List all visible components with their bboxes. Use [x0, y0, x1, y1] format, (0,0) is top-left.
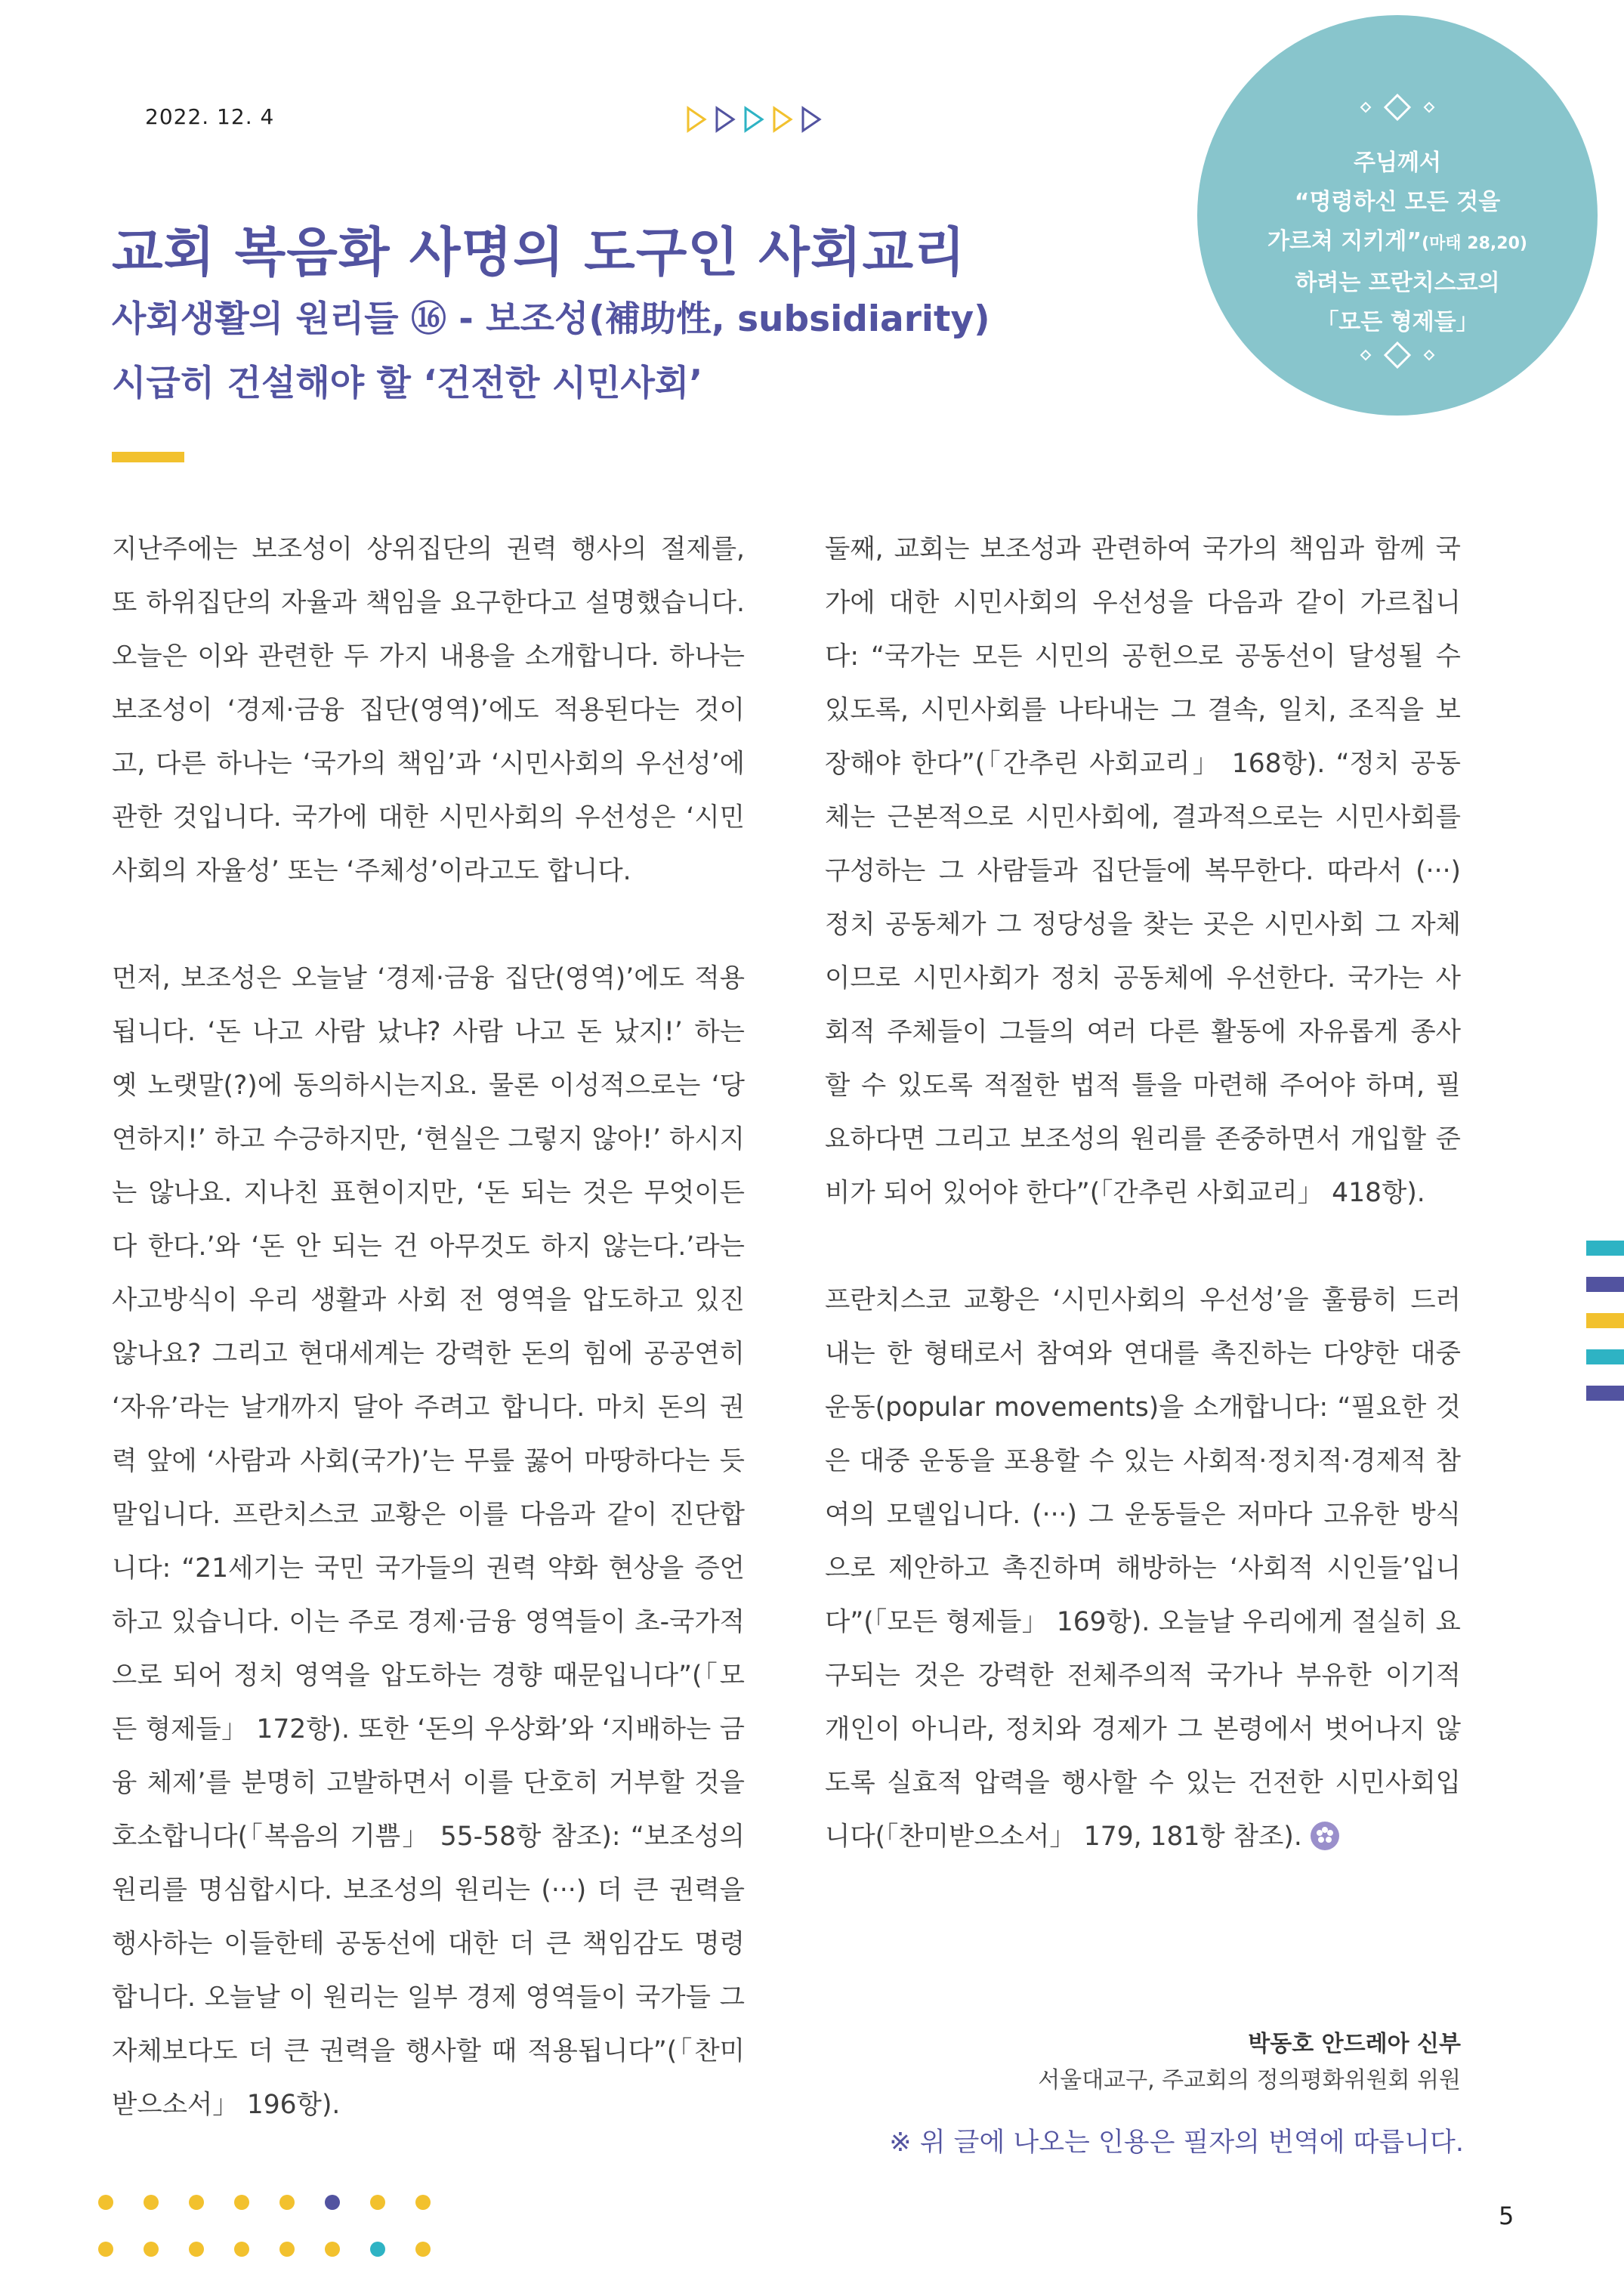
badge-line: 「모든 형제들」: [1316, 309, 1479, 335]
paragraph: 먼저, 보조성은 오늘날 ‘경제·금융 집단(영역)’에도 적용됩니다. ‘돈 나고 사람 났냐? 사람 나고 돈 났지!’ 하는 옛 노랫말(?)에 동의하시는지요. 물론 이성적으로는 ‘당연하지!’ 하고 수긍하지만, ‘현실은 그렇지 않아!’ 하시지는 않나요. 지나친 표현이지만, ‘돈 되는 것은 무엇이든 다 한다.’와 ‘돈 안 되는 건 아무것도 하지 않는다.’라는 사고방식이 우리 생활과 사회 전 영역을 압도하고 있진 않나요? 그리고 현대세계는 강력한 돈의 힘에 공공연히 ‘자유’라는 날개까지 달아 주려고 합니다. 마치 돈의 권력 앞에 ‘사람과 사회(국가)’는 무릎 꿇어 마땅하다는 듯 말입니다. 프란치스코 교황은 이를 다음과 같이 진단합니다: “21세기는 국민 국가들의 권력 약화 현상을 증언하고 있습니다. 이는 주로 경제·금융 영역들이 초-국가적으로 되어 정치 영역을 압도하는 경향 때문입니다”(「모든 형제들」 172항). 또한 ‘돈의 우상화’와 ‘지배하는 금융 체제’를 분명히 고발하면서 이를 단호히 거부할 것을 호소합니다(「복음의 기쁨」 55-58항 참조): “보조성의 원리를 명심합시다. 보조성의 원리는 (···) 더 큰 권력을 행사하는 이들한테 공동선에 대한 더 큰 책임감도 명령합니다. 오늘날 이 원리는 일부 경제 영역들이 국가들 그 자체보다도 더 큰 권력을 행사할 때 적용됩니다”(「찬미받으소서」 196항).: [112, 963, 745, 2120]
dot: [98, 2195, 113, 2210]
stripe: [1586, 1313, 1624, 1328]
page-number: 5: [1499, 2202, 1514, 2230]
triangle-icon: [715, 106, 736, 133]
author-position: 서울대교구, 주교회의 정의평화위원회 위원: [1038, 2067, 1461, 2094]
dot: [234, 2242, 249, 2257]
badge-line: 주님께서: [1354, 150, 1441, 176]
stripe: [1586, 1386, 1624, 1401]
dot: [98, 2242, 113, 2257]
right-column: [825, 523, 1461, 1864]
side-stripes: [1586, 1241, 1624, 1422]
dot: [325, 2242, 340, 2257]
paragraph: 둘째, 교회는 보조성과 관련하여 국가의 책임과 함께 국가에 대한 시민사회의 우선성을 다음과 같이 가르칩니다: “국가는 모든 시민의 공헌으로 공동선이 달성될 수 있도록, 시민사회를 나타내는 그 결속, 일치, 조직을 보장해야 한다”(「간추린 사회교리」 168항). “정치 공동체는 근본적으로 시민사회에, 결과적으로는 시민사회를 구성하는 그 사람들과 집단들에 복무한다. 따라서 (···) 정치 공동체가 그 정당성을 찾는 곳은 시민사회 그 자체이므로 시민사회가 정치 공동체에 우선한다. 국가는 사회적 주체들이 그들의 여러 다른 활동에 자유롭게 종사할 수 있도록 적절한 법적 틀을 마련해 주어야 하며, 필요하다면 그리고 보조성의 원리를 존중하면서 개입할 준비가 되어 있어야 한다”(「간추린 사회교리」 418항).: [825, 534, 1461, 1208]
badge-reference: (마태 28,20): [1422, 234, 1527, 253]
article-title: 교회 복음화 사명의 도구인 사회교리: [112, 221, 966, 283]
author-name: 박동호 안드레아 신부: [1248, 2031, 1461, 2057]
series-badge: [1197, 15, 1598, 416]
dot: [234, 2195, 249, 2210]
translation-note: ※ 위 글에 나오는 인용은 필자의 번역에 따릅니다.: [889, 2128, 1464, 2158]
dot: [144, 2242, 159, 2257]
dot: [370, 2195, 385, 2210]
dot: [189, 2195, 204, 2210]
badge-line: 가르쳐 지키게”: [1267, 228, 1422, 255]
issue-date: 2022. 12. 4: [145, 104, 275, 129]
dot: [415, 2242, 431, 2257]
triangle-icon: [743, 106, 764, 133]
paragraph: 지난주에는 보조성이 상위집단의 권력 행사의 절제를, 또 하위집단의 자율과 책임을 요구한다고 설명했습니다. 오늘은 이와 관련한 두 가지 내용을 소개합니다. 하나는 보조성이 ‘경제·금융 집단(영역)’에도 적용된다는 것이고, 다른 하나는 ‘국가의 책임’과 ‘시민사회의 우선성’에 관한 것입니다. 국가에 대한 시민사회의 우선성은 ‘시민사회의 자율성’ 또는 ‘주체성’이라고도 합니다.: [112, 534, 745, 886]
triangle-icon: [801, 106, 822, 133]
stripe: [1586, 1277, 1624, 1292]
badge-line: “명령하신 모든 것을: [1294, 189, 1501, 215]
left-column: [112, 523, 745, 2132]
triangle-ornament: [686, 106, 822, 133]
triangle-icon: [772, 106, 793, 133]
dot: [325, 2195, 340, 2210]
stripe: [1586, 1241, 1624, 1256]
dot: [279, 2242, 295, 2257]
dot: [189, 2242, 204, 2257]
dot: [279, 2195, 295, 2210]
badge-line: 하려는 프란치스코의: [1295, 270, 1500, 296]
dot: [415, 2195, 431, 2210]
diamond-ornament-icon: [1197, 92, 1598, 122]
article-subtitle: 사회생활의 원리들 ⑯ - 보조성(補助性, subsidiarity): [112, 298, 990, 340]
flower-end-icon: [1310, 1821, 1340, 1851]
accent-bar: [112, 452, 184, 462]
dot: [370, 2242, 385, 2257]
diamond-ornament-icon: [1197, 340, 1598, 370]
dot: [144, 2195, 159, 2210]
article-subtitle: 시급히 건설해야 할 ‘건전한 시민사회’: [112, 363, 703, 404]
paragraph: 프란치스코 교황은 ‘시민사회의 우선성’을 훌륭히 드러내는 한 형태로서 참여와 연대를 촉진하는 다양한 대중 운동(popular movements)을 소개합니다: “필요한 것은 대중 운동을 포용할 수 있는 사회적·정치적·경제적 참여의 모델입니다. (···) 그 운동들은 저마다 고유한 방식으로 제안하고 촉진하며 해방하는 ‘사회적 시인들’입니다”(「모든 형제들」 169항). 오늘날 우리에게 절실히 요구되는 것은 강력한 전체주의적 국가나 부유한 이기적 개인이 아니라, 정치와 경제가 그 본령에서 벗어나지 않도록 실효적 압력을 행사할 수 있는 건전한 시민사회입니다(「찬미받으소서」 179, 181항 참조).: [825, 1285, 1461, 1852]
stripe: [1586, 1349, 1624, 1364]
triangle-icon: [686, 106, 707, 133]
